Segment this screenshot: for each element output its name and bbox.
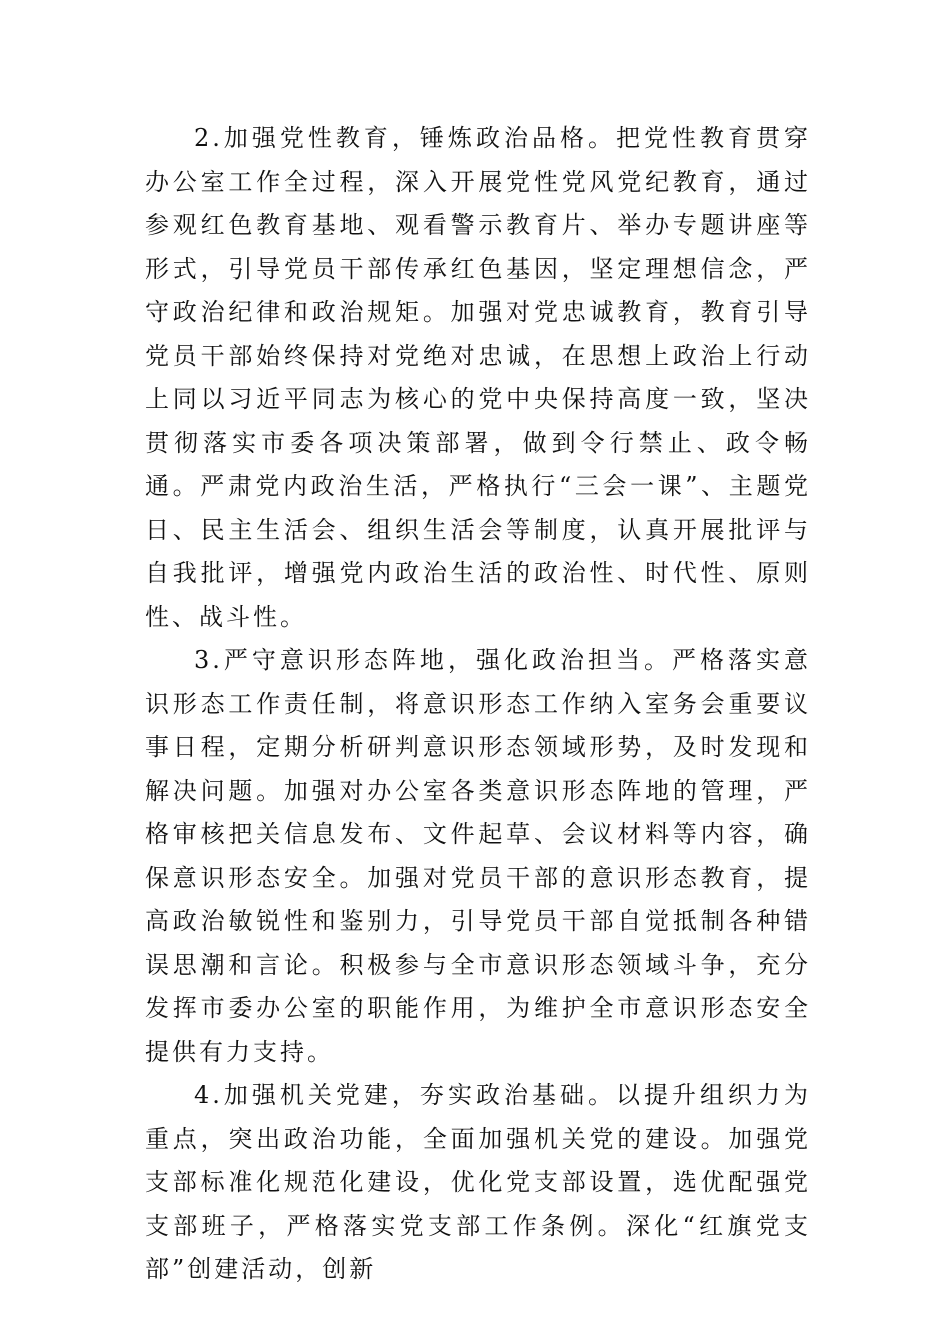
document-body — [145, 117, 811, 1292]
paragraph-ideology-front: 3.严守意识形态阵地，强化政治担当。严格落实意识形态工作责任制，将意识形态工作纳入室务会重要议事日程，定期分析研判意识形态领域形势，及时发现和解决问题。加强对办公室各类意识形态阵地的管理，严格审核把关信息发布、文件起草、会议材料等内容，确保意识形态安全。加强对党员干部的意识形态教育，提高政治敏锐性和鉴别力，引导党员干部自觉抵制各种错误思潮和言论。积极参与全市意识形态领域斗争，充分发挥市委办公室的职能作用，为维护全市意识形态安全提供有力支持。 — [145, 646, 811, 1066]
paragraph-party-building: 4.加强机关党建，夯实政治基础。以提升组织力为重点，突出政治功能，全面加强机关党的建设。加强党支部标准化规范化建设，优化党支部设置，选优配强党支部班子，严格落实党支部工作条例。深化“红旗党支部”创建活动，创新 — [145, 1081, 811, 1283]
paragraph-party-spirit-education: 2.加强党性教育，锤炼政治品格。把党性教育贯穿办公室工作全过程，深入开展党性党风党纪教育，通过参观红色教育基地、观看警示教育片、举办专题讲座等形式，引导党员干部传承红色基因，坚定理想信念，严守政治纪律和政治规矩。加强对党忠诚教育，教育引导党员干部始终保持对党绝对忠诚，在思想上政治上行动上同以习近平同志为核心的党中央保持高度一致，坚决贯彻落实市委各项决策部署，做到令行禁止、政令畅通。严肃党内政治生活，严格执行“三会一课”、主题党日、民主生活会、组织生活会等制度，认真开展批评与自我批评，增强党内政治生活的政治性、时代性、原则性、战斗性。 — [145, 124, 811, 631]
